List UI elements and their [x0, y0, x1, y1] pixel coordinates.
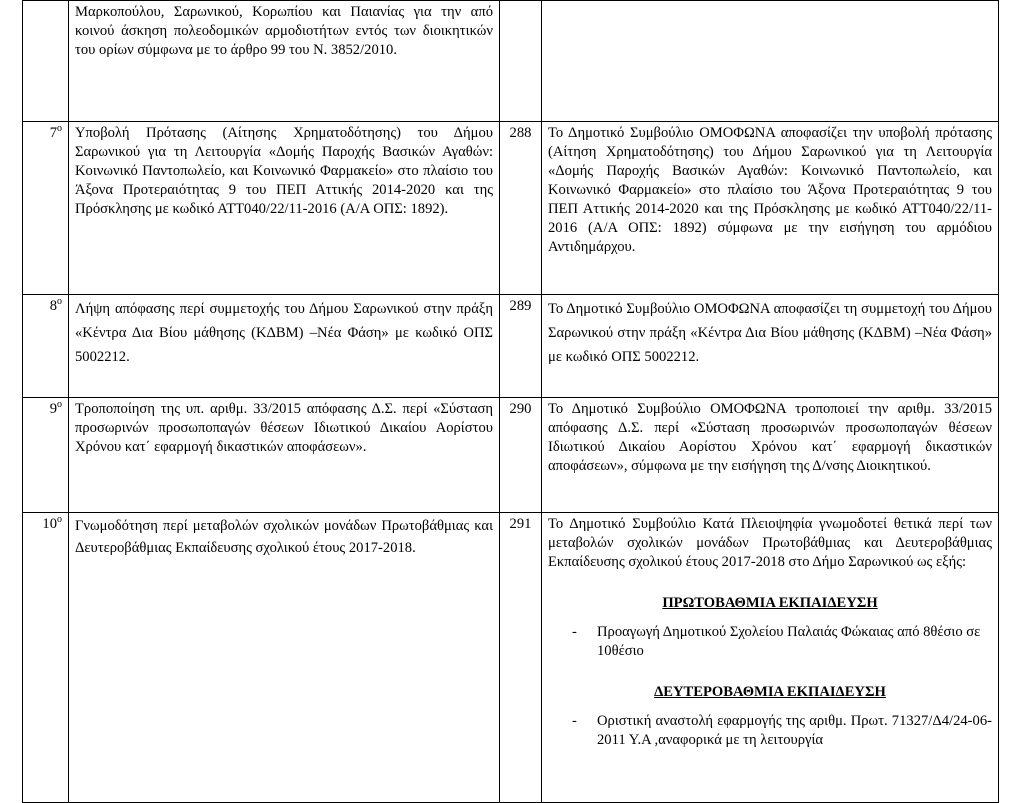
decision-intro: Το Δημοτικό Συμβούλιο Κατά Πλειοψηφία γνωμοδοτεί θετικά περί των μεταβολών σχολικών μονάδων Πρωτοβάθμιας και Δευτεροβάθμιας Εκπαίδευσης σχολικού έτους 2017-2018 στο Δήμο Σαρωνικού ως εξής: — [548, 516, 992, 570]
decision-number-cell: 289 — [500, 295, 542, 398]
decision-text-cell — [542, 1, 999, 122]
decision-text-cell: Το Δημοτικό Συμβούλιο ΟΜΟΦΩΝΑ αποφασίζει την υποβολή πρότασης (Αίτηση Χρηματοδότησης) του Δήμου Σαρωνικού για τη Λειτουργία «Δομής Παροχής Βασικών Αγαθών: Κοινωνικό Παντοπωλείο, και Κοινωνικό Φαρμακείο» στο πλαίσιο του Άξονα Προτεραιότητας 9 του ΠΕΠ Αττικής 2014-2020 και της Πρόσκλησης με κωδικό ΑΤΤ040/22/11-2016 (Α/Α ΟΠΣ: 1892) σύμφωνα με την εισήγηση του αρμόδιου Αντιδημάρχου. — [542, 122, 999, 295]
table-row — [23, 398, 999, 513]
topic-cell: Γνωμοδότηση περί μεταβολών σχολικών μονάδων Πρωτοβάθμιας και Δευτεροβάθμιας Εκπαίδευσης σχολικού έτους 2017-2018. — [69, 513, 500, 803]
bullet-dash: - — [572, 713, 577, 729]
topic-cell: Υποβολή Πρότασης (Αίτησης Χρηματοδότησης) του Δήμου Σαρωνικού για τη Λειτουργία «Δομής Παροχής Βασικών Αγαθών: Κοινωνικό Παντοπωλείο, και Κοινωνικό Φαρμακείο» στο πλαίσιο του Άξονα Προτεραιότητας 9 του ΠΕΠ Αττικής 2014-2020 και της Πρόσκλησης με κωδικό ΑΤΤ040/22/11-2016 (Α/Α ΟΠΣ: 1892). — [69, 122, 500, 295]
table-row — [23, 513, 999, 803]
minutes-table — [22, 0, 999, 803]
section-heading-secondary: ΔΕΥΤΕΡΟΒΑΘΜΙΑ ΕΚΠΑΙΔΕΥΣΗ — [654, 684, 886, 700]
bullet-dash: - — [572, 624, 577, 640]
table-row — [23, 122, 999, 295]
decision-number-cell — [500, 1, 542, 122]
table-row — [23, 295, 999, 398]
decision-number-cell: 288 — [500, 122, 542, 295]
table-row — [23, 1, 999, 122]
item-number-cell: $7^o$ — [23, 122, 69, 295]
decision-number-cell: 290 — [500, 398, 542, 513]
item-number-cell: $10^o$ — [23, 513, 69, 803]
item-number-cell: $8^o$ — [23, 295, 69, 398]
topic-cell: Λήψη απόφασης περί συμμετοχής του Δήμου Σαρωνικού στην πράξη «Κέντρα Δια Βίου μάθησης (ΚΔΒΜ) –Νέα Φάση» με κωδικό ΟΠΣ 5002212. — [69, 295, 500, 398]
decision-number-cell: 291 — [500, 513, 542, 803]
topic-cell: Τροποποίηση της υπ. αριθμ. 33/2015 απόφασης Δ.Σ. περί «Σύσταση προσωρινών προσωποπαγών θέσεων Ιδιωτικού Δικαίου Αορίστου Χρόνου κατ΄ εφαρμογή δικαστικών αποφάσεων». — [69, 398, 500, 513]
list-item — [572, 623, 992, 661]
list-item-text: Οριστική αναστολή εφαρμογής της αριθμ. Πρωτ. 71327/Δ4/24-06-2011 Υ.Α ,αναφορικά με τη λειτουργία — [597, 713, 992, 748]
decision-text-cell: Το Δημοτικό Συμβούλιο ΟΜΟΦΩΝΑ αποφασίζει τη συμμετοχή του Δήμου Σαρωνικού στην πράξη «Κέντρα Δια Βίου μάθησης (ΚΔΒΜ) –Νέα Φάση» με κωδικό ΟΠΣ 5002212. — [542, 295, 999, 398]
section-heading-primary: ΠΡΩΤΟΒΑΘΜΙΑ ΕΚΠΑΙΔΕΥΣΗ — [662, 595, 878, 611]
decision-text-cell: Το Δημοτικό Συμβούλιο ΟΜΟΦΩΝΑ τροποποιεί την αριθμ. 33/2015 απόφασης Δ.Σ. περί «Σύσταση προσωρινών προσωποπαγών θέσεων Ιδιωτικού Δικαίου Αορίστου Χρόνου κατ΄ εφαρμογή δικαστικών αποφάσεων», σύμφωνα με την εισήγηση της Δ/νσης Διοικητικού. — [542, 398, 999, 513]
item-number-cell — [23, 1, 69, 122]
topic-cell: Μαρκοπούλου, Σαρωνικού, Κορωπίου και Παιανίας για την από κοινού άσκηση πολεοδομικών αρμοδιοτήτων εντός των διοικητικών του ορίων σύμφωνα με το άρθρο 99 του Ν. 3852/2010. — [69, 1, 500, 122]
list-item-text: Προαγωγή Δημοτικού Σχολείου Παλαιάς Φώκαιας από 8θέσιο σε 10θέσιο — [597, 624, 981, 659]
item-number-cell: $9^o$ — [23, 398, 69, 513]
list-item — [572, 712, 992, 750]
decision-text-cell — [542, 513, 999, 803]
